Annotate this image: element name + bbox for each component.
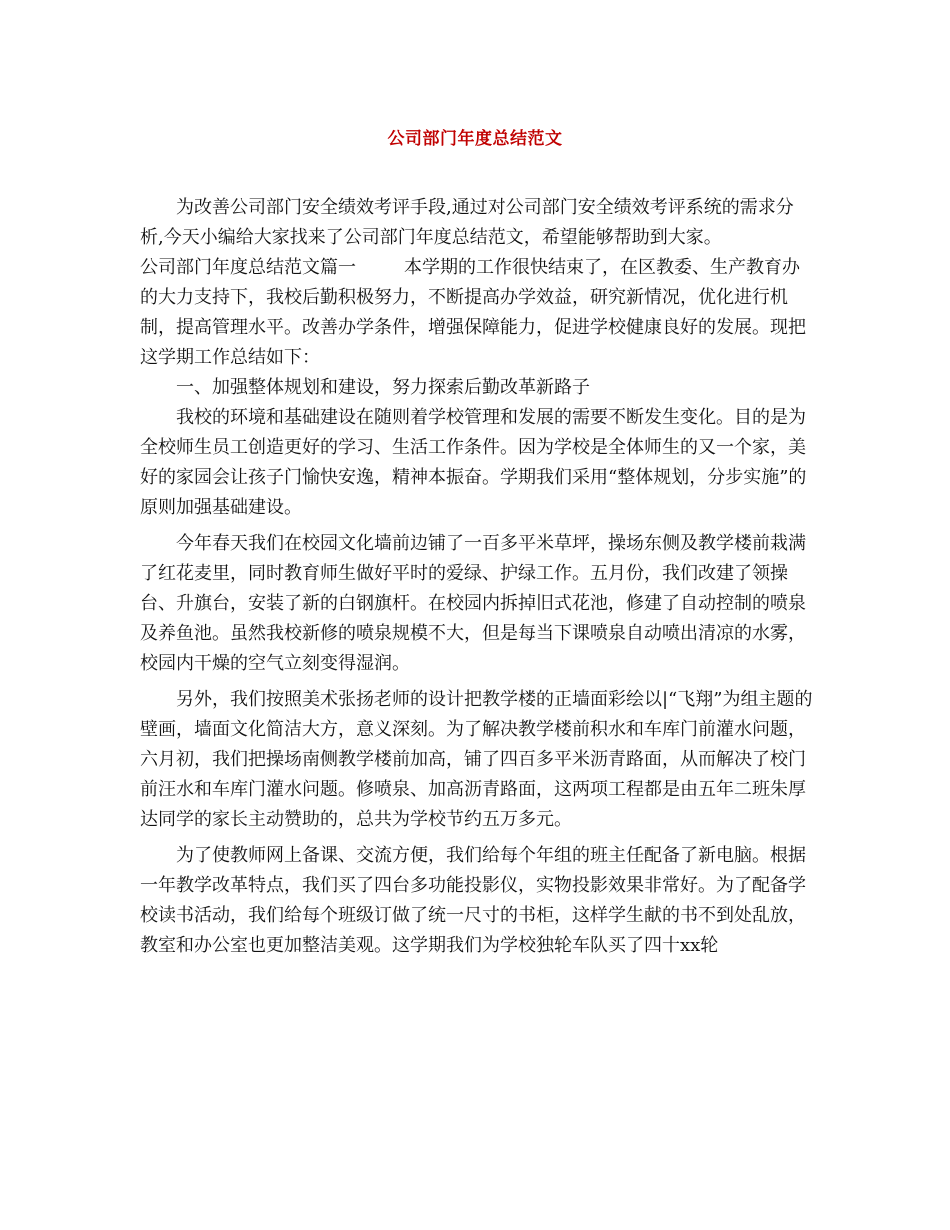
paragraph-summary-text: 本学期的工作很快结束了，在区教委、生产教育办的大力支持下，我校后勤积极努力，不断提高办学效益，研究新情况，优化进行机制，提高管理水平。改善办学条件，增强保障能力，促进学校健康良好的发展。现把这学期工作总结如下： — [140, 257, 806, 368]
paragraph-mural: 另外，我们按照美术张扬老师的设计把教学楼的正墙面彩绘以|“飞翔”为组主题的壁画，墙面文化简洁大方，意义深刻。为了解决教学楼前积水和车库门前灌水问题，六月初，我们把操场南侧教学楼前加高，铺了四百多平米沥青路面，从而解决了校门前汪水和车库门灌水问题。修喷泉、加高沥青路面，这两项工程都是由五年二班朱厚达同学的家长主动赞助的，总共为学校节约五万多元。 — [140, 689, 813, 830]
paragraph-heading-1: 一、加强整体规划和建设，努力探索后勤改革新路子 — [176, 377, 590, 398]
paragraph-section-start — [140, 253, 815, 373]
section-heading: 公司部门年度总结范文篇一 — [140, 257, 356, 278]
document-body — [140, 193, 815, 961]
paragraph-environment: 我校的环境和基础建设在随则着学校管理和发展的需要不断发生变化。目的是为全校师生员工创造更好的学习、生活工作条件。因为学校是全体师生的又一个家，美好的家园会让孩子门愉快安逸，精神本振奋。学期我们采用“整体规划，分步实施”的原则加强基础建设。 — [140, 407, 807, 518]
paragraph-spring: 今年春天我们在校园文化墙前边铺了一百多平米草坪，操场东侧及教学楼前栽满了红花麦里，同时教育师生做好平时的爱绿、护绿工作。五月份，我们改建了领操台、升旗台，安装了新的白钢旗杆。在校园内拆掉旧式花池，修建了自动控制的喷泉及养鱼池。虽然我校新修的喷泉规模不大，但是每当下课喷泉自动喷出清凉的水雾，校园内干燥的空气立刻变得湿润。 — [140, 533, 806, 674]
paragraph-intro: 为改善公司部门安全绩效考评手段,通过对公司部门安全绩效考评系统的需求分析,今天小编给大家找来了公司部门年度总结范文，希望能够帮助到大家。 — [140, 197, 794, 248]
paragraph-computers: 为了使教师网上备课、交流方便，我们给每个年组的班主任配备了新电脑。根据一年教学改革特点，我们买了四台多功能投影仪，实物投影效果非常好。为了配备学校读书活动，我们给每个班级订做了统一尺寸的书柜，这样学生献的书不到处乱放，教室和办公室也更加整洁美观。这学期我们为学校独轮车队买了四十xx轮 — [140, 845, 806, 956]
document-title: 公司部门年度总结范文 — [387, 129, 563, 149]
